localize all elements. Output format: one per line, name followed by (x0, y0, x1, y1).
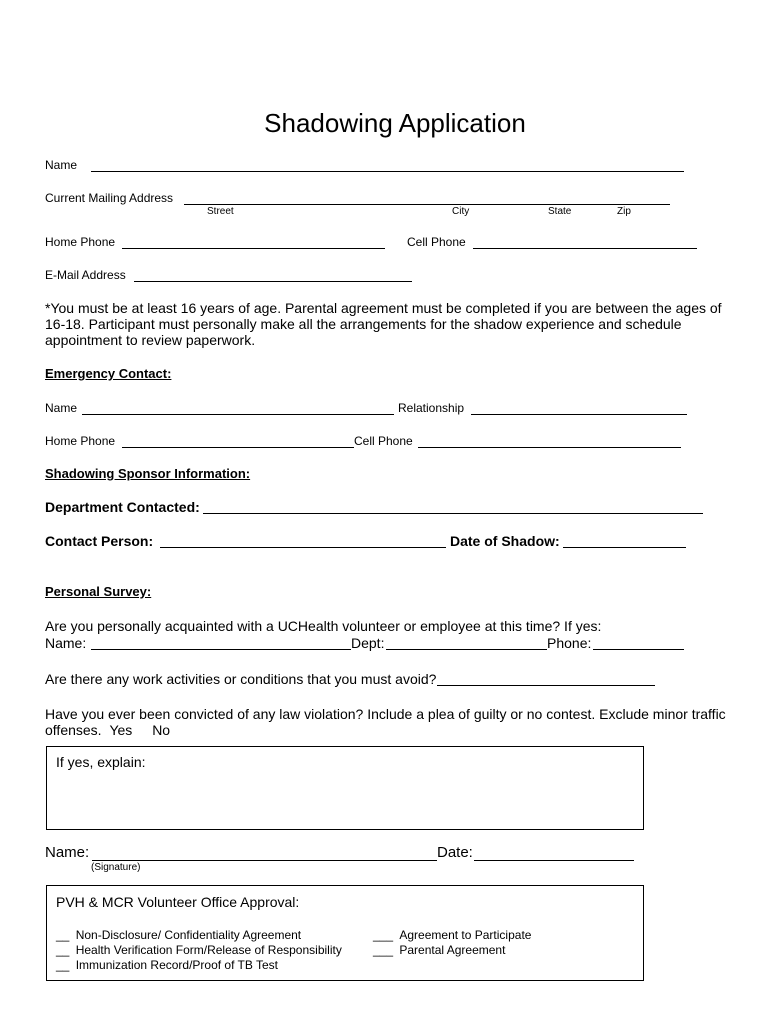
q1-name-label: Name: (45, 635, 87, 651)
approval-title: PVH & MCR Volunteer Office Approval: (56, 894, 300, 910)
q1-dept-field[interactable] (386, 649, 547, 650)
item-label: Parental Agreement (399, 943, 506, 957)
email-label: E-Mail Address (45, 268, 126, 282)
city-sublabel: City (452, 206, 470, 217)
checkbox-blank: ___ (373, 943, 394, 957)
survey-q2: Are there any work activities or conditions that you must avoid? (45, 671, 437, 687)
signature-date-label: Date: (437, 844, 473, 861)
item-label: Non-Disclosure/ Confidentiality Agreement (75, 928, 302, 942)
page-title: Shadowing Application (264, 108, 526, 138)
cell-phone-field[interactable] (473, 248, 697, 249)
zip-sublabel: Zip (617, 206, 631, 217)
yes-option[interactable]: Yes (109, 722, 133, 738)
survey-q1: Are you personally acquainted with a UCHealth volunteer or employee at this time? If yes: (45, 618, 602, 634)
explain-box[interactable] (46, 746, 644, 830)
street-sublabel: Street (207, 206, 234, 217)
home-phone-field[interactable] (122, 248, 385, 249)
department-label: Department Contacted: (45, 499, 200, 515)
q1-phone-field[interactable] (593, 649, 684, 650)
address-label: Current Mailing Address (45, 191, 174, 205)
name-label: Name (45, 158, 78, 172)
contact-person-field[interactable] (160, 547, 446, 548)
approval-box (46, 885, 644, 981)
address-field[interactable] (184, 204, 670, 205)
checkbox-blank: ___ (373, 928, 394, 942)
approval-item-parental[interactable] (373, 943, 505, 957)
q1-name-field[interactable] (91, 649, 351, 650)
signature-field[interactable] (92, 860, 437, 861)
emergency-cell-phone-field[interactable] (418, 447, 681, 448)
contact-person-label: Contact Person: (45, 533, 154, 549)
emergency-home-phone-field[interactable] (122, 447, 354, 448)
email-field[interactable] (134, 281, 412, 282)
emergency-home-phone-label: Home Phone (45, 434, 116, 448)
date-of-shadow-field[interactable] (563, 547, 686, 548)
emergency-cell-phone-label: Cell Phone (354, 434, 413, 448)
signature-name-label: Name: (45, 844, 90, 861)
item-label: Health Verification Form/Release of Responsibility (75, 943, 342, 957)
sponsor-heading: Shadowing Sponsor Information: (45, 466, 251, 481)
emergency-heading: Emergency Contact: (45, 366, 172, 381)
signature-date-field[interactable] (474, 860, 634, 861)
checkbox-blank: __ (56, 943, 70, 957)
date-of-shadow-label: Date of Shadow: (450, 533, 560, 549)
emergency-name-field[interactable] (82, 414, 394, 415)
q1-phone-label: Phone: (547, 635, 592, 651)
checkbox-blank: __ (56, 928, 70, 942)
explain-label: If yes, explain: (56, 754, 146, 770)
approval-item-health[interactable] (56, 943, 342, 957)
state-sublabel: State (548, 206, 572, 217)
department-field[interactable] (203, 513, 703, 514)
name-field[interactable] (91, 171, 684, 172)
approval-item-agreement[interactable] (373, 928, 531, 942)
approval-item-nda[interactable] (56, 928, 301, 942)
survey-heading: Personal Survey: (45, 584, 152, 599)
emergency-name-label: Name (45, 401, 78, 415)
q1-dept-label: Dept: (351, 635, 385, 651)
q2-field[interactable] (437, 685, 655, 686)
signature-sublabel: (Signature) (91, 862, 141, 873)
cell-phone-label: Cell Phone (407, 235, 466, 249)
item-label: Immunization Record/Proof of TB Test (75, 958, 279, 972)
age-notice: *You must be at least 16 years of age. Parental agreement must be completed if you are between the ages of 16-18. Participant must personally make all the arrangements for the shadow experience and schedule appointment to review paperwork. (45, 300, 722, 348)
checkbox-blank: __ (56, 958, 70, 972)
approval-item-immunization[interactable] (56, 958, 278, 972)
item-label: Agreement to Participate (399, 928, 532, 942)
survey-q3-text: Have you ever been convicted of any law violation? Include a plea of guilty or no contest. Exclude minor traffic offenses. (45, 706, 726, 738)
no-option[interactable]: No (152, 722, 171, 738)
relationship-field[interactable] (471, 414, 687, 415)
survey-q3 (45, 706, 735, 738)
home-phone-label: Home Phone (45, 235, 116, 249)
relationship-label: Relationship (398, 401, 465, 415)
